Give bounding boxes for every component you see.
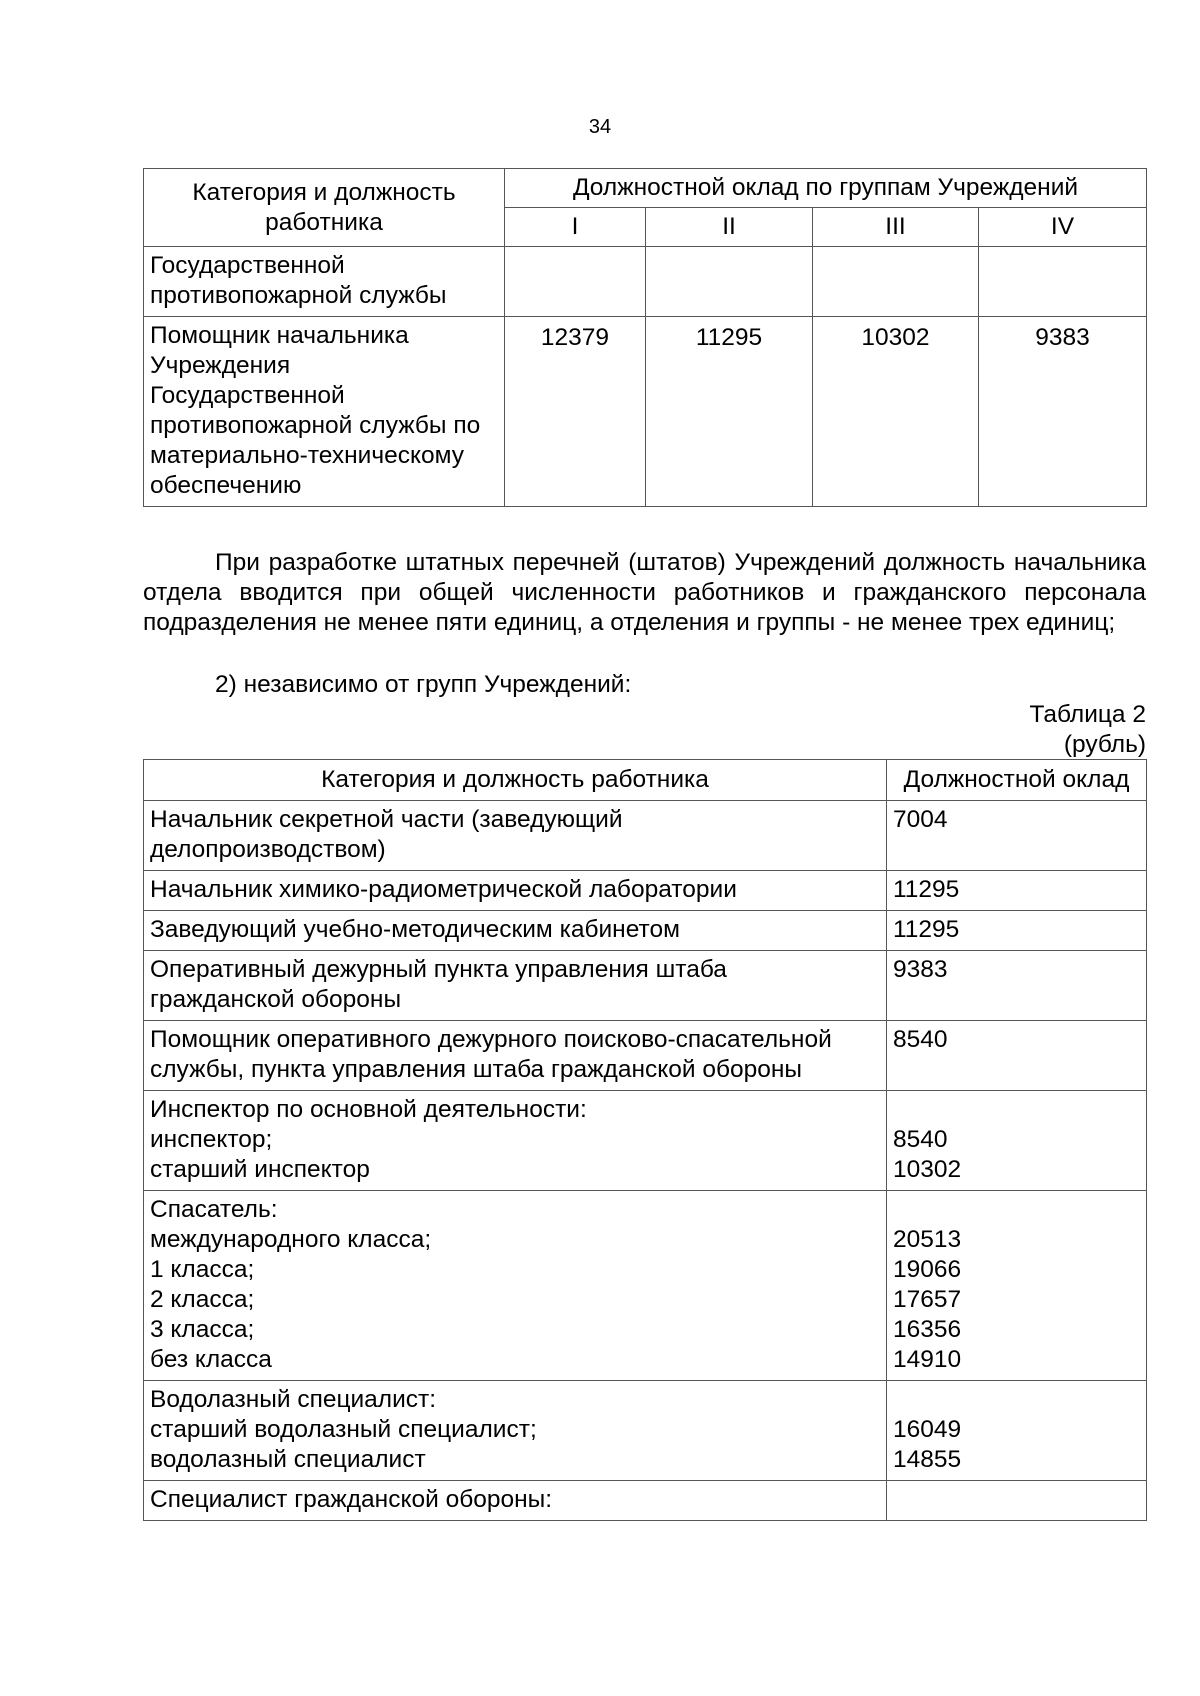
table-row <box>144 1381 1147 1481</box>
row-line: Инспектор по основной деятельности: <box>150 1096 587 1123</box>
table-row <box>144 247 1147 317</box>
row-line: Спасатель: <box>150 1196 278 1223</box>
row-line: Помощник оперативного дежурного поисково-спасательной <box>150 1026 832 1053</box>
row-value-line <box>893 1195 1140 1225</box>
row-name: Государственной противопожарной службы <box>144 247 505 317</box>
row-value <box>979 247 1147 317</box>
row-line: международного класса; <box>150 1226 432 1253</box>
row-name <box>144 1191 887 1381</box>
row-value: 9383 <box>979 317 1147 507</box>
row-value-line: 14910 <box>893 1346 962 1373</box>
table-row <box>144 1191 1147 1381</box>
row-line: без класса <box>150 1346 272 1373</box>
row-value <box>887 1191 1147 1381</box>
row-name: Начальник химико-радиометрической лаборатории <box>144 871 887 911</box>
row-name <box>144 1381 887 1481</box>
header-category: Категория и должность работника <box>144 760 887 801</box>
row-value-line: 16049 <box>893 1416 962 1443</box>
row-name: Помощник начальника Учреждения Государственной противопожарной службы по материально-техническому обеспечению <box>144 317 505 507</box>
row-value <box>887 1481 1147 1521</box>
table-row <box>144 801 1147 871</box>
row-value: 7004 <box>887 801 1147 871</box>
header-category: Категория и должность работника <box>144 169 505 247</box>
row-line: старший инспектор <box>150 1156 370 1183</box>
row-value <box>813 247 979 317</box>
row-name: Начальник секретной части (заведующий делопроизводством) <box>144 801 887 871</box>
row-value: 11295 <box>646 317 813 507</box>
row-value: 8540 <box>887 1021 1147 1091</box>
row-name <box>144 1021 887 1091</box>
row-line: водолазный специалист <box>150 1446 426 1473</box>
table-row <box>144 317 1147 507</box>
row-value-line <box>893 1095 1140 1125</box>
list-item-paragraph: 2) независимо от групп Учреждений: <box>215 671 632 698</box>
row-value: 9383 <box>887 951 1147 1021</box>
row-value: 12379 <box>505 317 646 507</box>
group-label-2: II <box>646 208 813 247</box>
row-value <box>887 1091 1147 1191</box>
row-value-line: 8540 <box>893 1126 948 1153</box>
header-salary: Должностной оклад <box>887 760 1147 801</box>
row-line: 3 класса; <box>150 1316 255 1343</box>
row-line: старший водолазный специалист; <box>150 1416 537 1443</box>
salary-independent-table <box>143 759 1147 1521</box>
row-value <box>887 1381 1147 1481</box>
header-groups: Должностной оклад по группам Учреждений <box>505 169 1147 208</box>
page-number: 34 <box>588 116 612 138</box>
row-line: инспектор; <box>150 1126 273 1153</box>
row-line: 2 класса; <box>150 1286 255 1313</box>
row-value-line: 10302 <box>893 1156 962 1183</box>
table-row <box>144 1091 1147 1191</box>
salary-by-group-table <box>143 168 1147 507</box>
table-row <box>144 871 1147 911</box>
row-value <box>646 247 813 317</box>
row-value: 11295 <box>887 871 1147 911</box>
row-value-line: 14855 <box>893 1446 962 1473</box>
row-value-line: 17657 <box>893 1286 962 1313</box>
row-value-line <box>893 1385 1140 1415</box>
table-caption: Таблица 2 <box>1029 701 1146 728</box>
row-line: Водолазный специалист: <box>150 1386 437 1413</box>
table-row <box>144 911 1147 951</box>
table-header-row <box>144 760 1147 801</box>
row-name: Оперативный дежурный пункта управления штаба гражданской обороны <box>144 951 887 1021</box>
table-row <box>144 1021 1147 1091</box>
group-label-1: I <box>505 208 646 247</box>
row-line: службы, пункта управления штаба гражданской обороны <box>150 1056 803 1083</box>
group-label-3: III <box>813 208 979 247</box>
table-unit: (рубль) <box>1063 731 1146 758</box>
row-value <box>505 247 646 317</box>
row-name <box>144 1091 887 1191</box>
table-header-row <box>144 169 1147 208</box>
group-label-4: IV <box>979 208 1147 247</box>
row-line: 1 класса; <box>150 1256 255 1283</box>
row-value-line: 20513 <box>893 1226 962 1253</box>
table-row <box>144 1481 1147 1521</box>
row-value-line: 19066 <box>893 1256 962 1283</box>
row-name: Заведующий учебно-методическим кабинетом <box>144 911 887 951</box>
row-value-line: 16356 <box>893 1316 962 1343</box>
row-value: 11295 <box>887 911 1147 951</box>
body-paragraph: При разработке штатных перечней (штатов) Учреждений должность начальника отдела вводится при общей численности работников и гражданского персонала подразделения не менее пяти единиц, а отделения и группы - не менее трех единиц; <box>143 549 1146 636</box>
row-name: Специалист гражданской обороны: <box>144 1481 887 1521</box>
row-value: 10302 <box>813 317 979 507</box>
table-row <box>144 951 1147 1021</box>
